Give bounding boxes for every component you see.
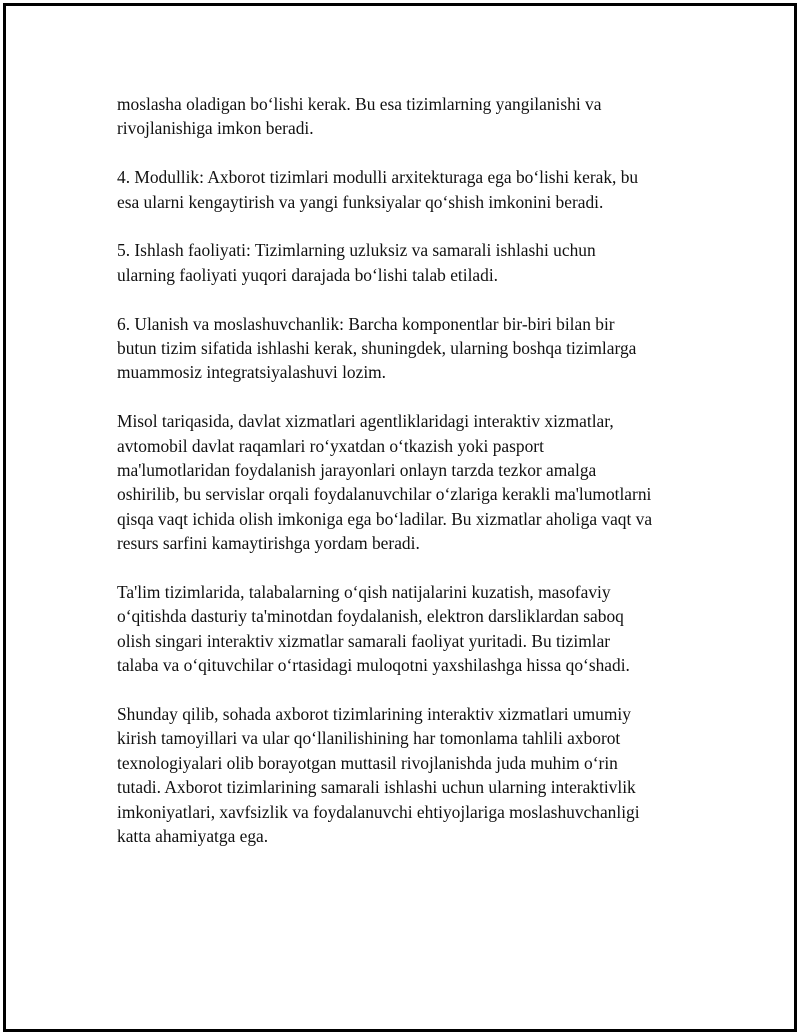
paragraph-modularity: 4. Modullik: Axborot tizimlari modulli arxitekturaga ega bo‘lishi kerak, bu esa ularni kengaytirish va yangi funksiyalar qo‘shish imkonini beradi. xyxy=(117,167,639,212)
paragraph-performance: 5. Ishlash faoliyati: Tizimlarning uzluksiz va samarali ishlashi uchun ularning faoliyati yuqori darajada bo‘lishi talab etiladi. xyxy=(117,240,596,285)
paragraph-conclusion: Shunday qilib, sohada axborot tizimlarining interaktiv xizmatlari umumiy kirish tamoyillari va ular qo‘llanilishining har tomonlama tahlili axborot texnologiyalari olib borayotgan muttasil rivojlanishda juda muhim o‘rin tutadi. Axborot tizimlarining samarali ishlashi uchun ularning interaktivlik imkoniyatlari, xavfsizlik va foydalanuvchi ehtiyojlariga moslashuvchanligi katta ahamiyatga ega. xyxy=(117,704,640,847)
paragraph-continuation: moslasha oladigan bo‘lishi kerak. Bu esa tizimlarning yangilanishi va rivojlanishiga imkon beradi. xyxy=(117,94,602,139)
paragraph-government-services-example: Misol tariqasida, davlat xizmatlari agentliklaridagi interaktiv xizmatlar, avtomobil davlat raqamlari ro‘yxatdan o‘tkazish yoki pasport ma'lumotlaridan foydalanish jarayonlari onlayn tarzda tezkor amalga oshirilib, bu servislar orqali foydalanuvchilar o‘zlariga kerakli ma'lumotlarni qisqa vaqt ichida olish imkoniga ega bo‘ladilar. Bu xizmatlar aholiga vaqt va resurs sarfini kamaytirishga yordam beradi. xyxy=(117,411,653,554)
paragraph-connectivity: 6. Ulanish va moslashuvchanlik: Barcha komponentlar bir-biri bilan bir butun tizim sifatida ishlashi kerak, shuningdek, ularning boshqa tizimlarga muammosiz integratsiyalashuvi lozim. xyxy=(117,313,637,383)
document-body xyxy=(117,92,707,873)
paragraph-education-systems: Ta'lim tizimlarida, talabalarning o‘qish natijalarini kuzatish, masofaviy o‘qitishda dasturiy ta'minotdan foydalanish, elektron darsliklardan saboq olish singari interaktiv xizmatlar samarali faoliyat yuritadi. Bu tizimlar talaba va o‘qituvchilar o‘rtasidagi muloqotni yaxshilashga hissa qo‘shadi. xyxy=(117,582,630,676)
